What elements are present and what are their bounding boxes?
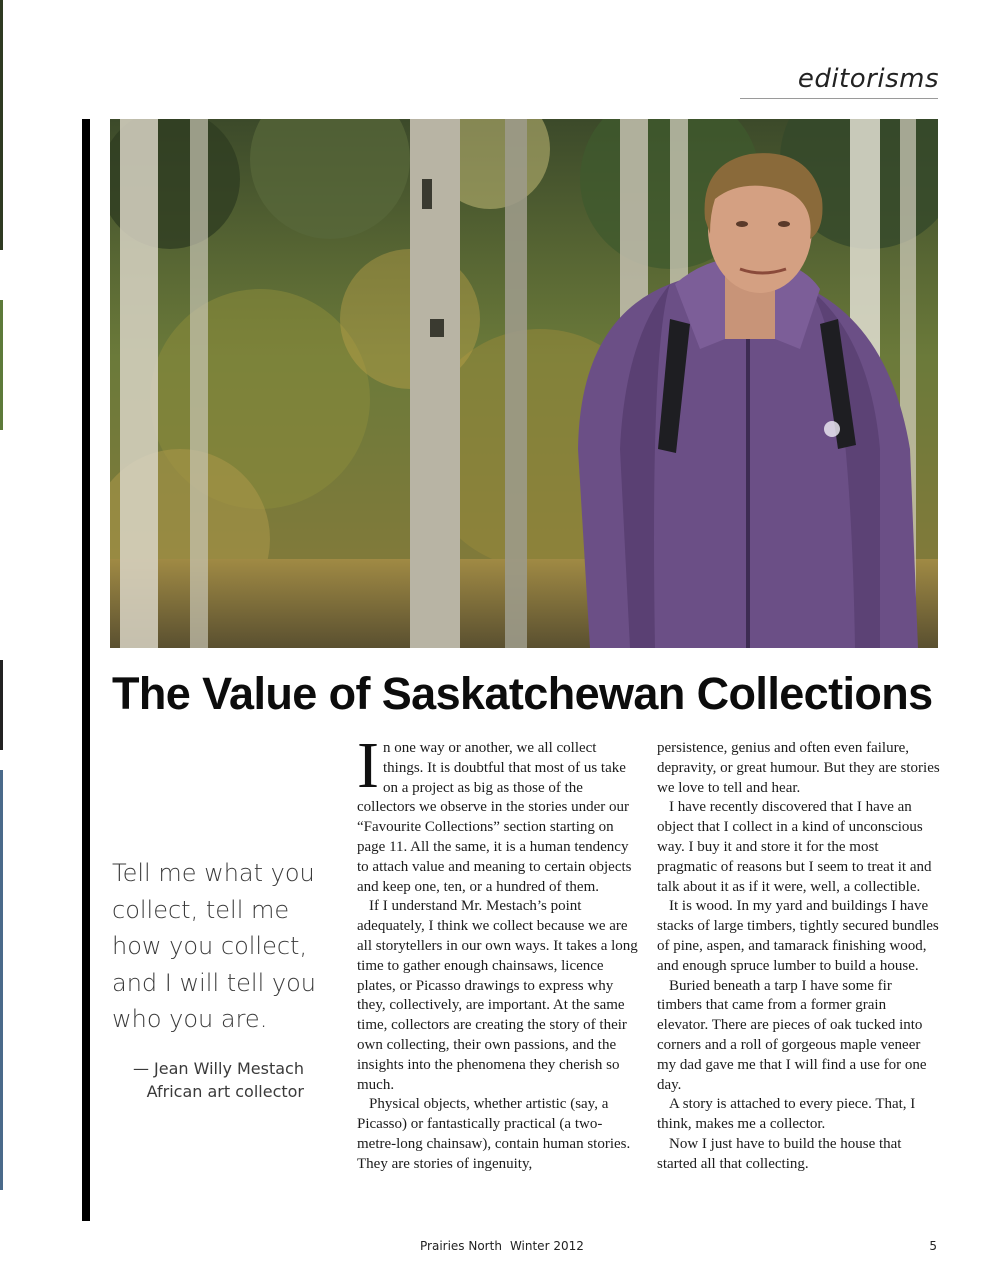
photo-illustration [110,119,938,648]
article-paragraph-text: n one way or another, we all collect things. It is doubtful that most of us take on a project as big as those of the collectors we observe in the stories under our “Favourite Collections” section starting on page 11. All the same, it is a human tendency to attach value and meaning to certain objects and keep one, ten, or a hundred of them. [357,740,632,895]
page-edge-strip [0,300,3,430]
accent-bar [82,119,90,1221]
drop-cap: I [357,729,379,802]
hero-photo [110,119,938,648]
issue-label: Winter 2012 [509,1239,584,1253]
attribution-name: — Jean Willy Mestach [132,1059,304,1078]
headline: The Value of Saskatchewan Collections [112,668,933,719]
page-edge-strip [0,770,3,1190]
publication-name: Prairies North [420,1239,502,1253]
article-column-1 [357,729,640,1175]
article-paragraph: persistence, genius and often even failure, depravity, or great humour. But they are stories we love to tell and hear. [657,740,940,796]
page-edge-strip [0,0,3,250]
page-edge-strip [0,660,3,750]
article-paragraph: I have recently discovered that I have an object that I collect in a kind of unconscious way. I buy it and store it for the most pragmatic of reasons but I seem to treat it and talk about it as if it were, well, a collectible. [657,799,932,895]
page-number: 5 [929,1239,937,1253]
attribution-role: African art collector [146,1082,304,1101]
footer-publication [420,1239,584,1253]
article-paragraph: Now I just have to build the house that started all that collecting. [657,1135,902,1172]
article-paragraph: It is wood. In my yard and buildings I have stacks of large timbers, tightly secured bundles of pine, aspen, and tamarack finishing wood, and enough spruce lumber to build a house. [657,898,939,974]
quote-attribution [112,1057,304,1103]
article-paragraph: If I understand Mr. Mestach’s point adequately, I think we collect because we are all storytellers in our own ways. It takes a long time to gather enough chainsaws, licence plates, or Picasso drawings to express why they, collectively, are important. At the same time, collectors are creating the story of their own collecting, their own passions, and the insights into the phenomena they cherish so much. [357,898,638,1093]
section-label: editorisms [797,64,939,94]
article-paragraph [357,729,640,897]
article-paragraph: Physical objects, whether artistic (say, a Picasso) or fantastically practical (a two-metre-long chainsaw), contain human stories. They are stories of ingenuity, [357,1096,631,1172]
article-column-2 [657,739,940,1175]
pull-quote: Tell me what you collect, tell me how you collect, and I will tell you who you are. [112,859,316,1033]
section-rule [740,98,938,99]
article-paragraph: Buried beneath a tarp I have some fir timbers that came from a former grain elevator. There are pieces of oak tucked into corners and a roll of gorgeous maple veneer my dad gave me that I will find a use for one day. [657,977,927,1093]
article-paragraph: A story is attached to every piece. That, I think, makes me a collector. [657,1096,916,1133]
